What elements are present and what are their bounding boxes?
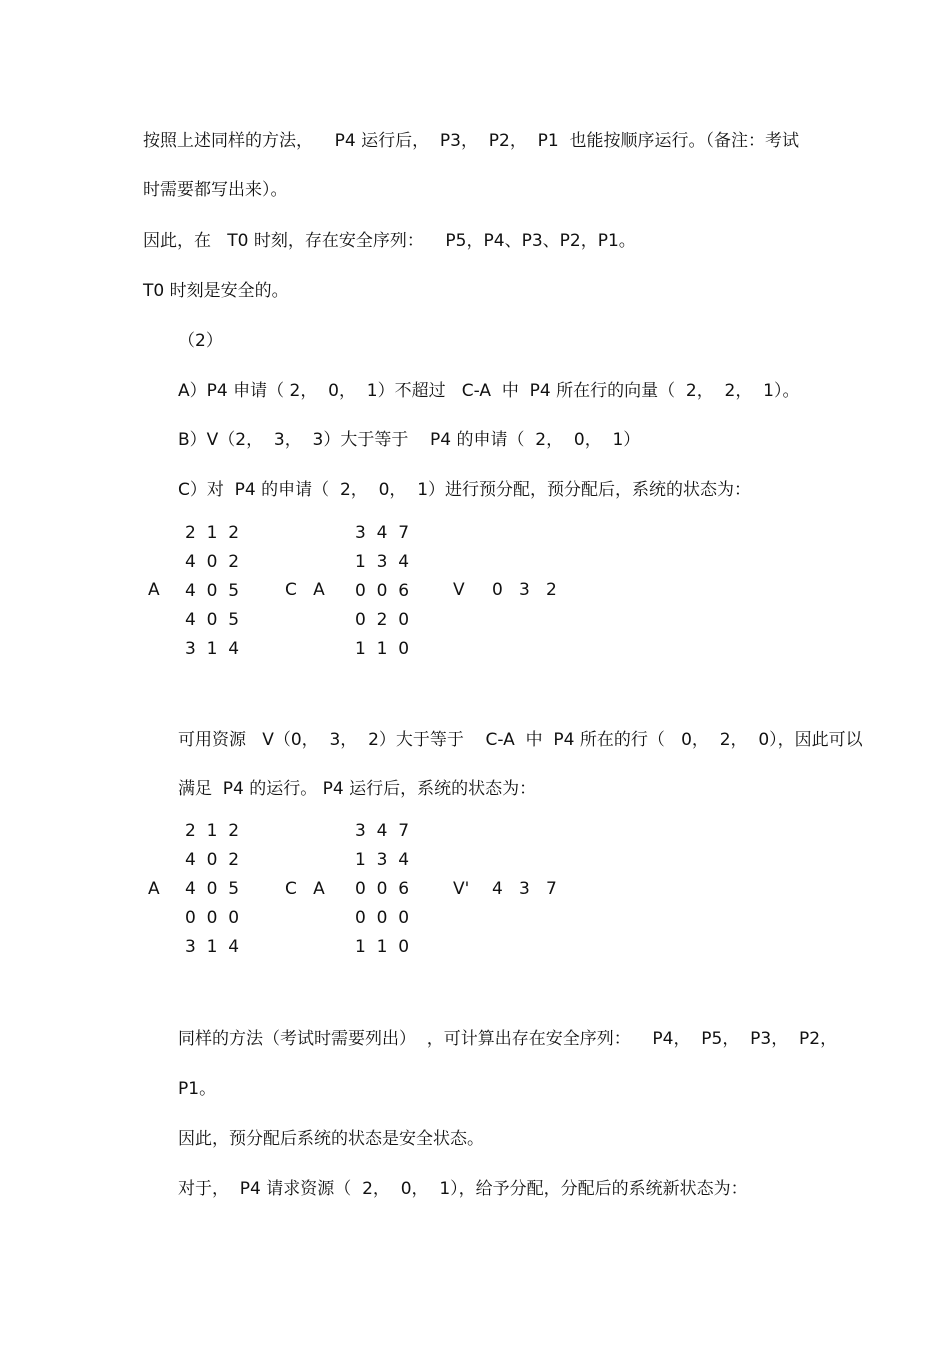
- matrix-row: 4 0 2: [185, 552, 240, 572]
- matrix-row: 0 2 0: [355, 610, 410, 630]
- para-1a: 按照上述同样的方法， P4 运行后， P3， P2， P1 也能按顺序运行。（备注：考试: [143, 131, 800, 151]
- vector-v-value: 4 3 7: [492, 879, 557, 899]
- matrix-row: 0 0 0: [185, 908, 240, 928]
- matrix-row: 3 1 4: [185, 937, 240, 957]
- vector-v-label: V': [453, 879, 470, 899]
- step-a: A）P4 申请（ 2， 0， 1）不超过 C-A 中 P4 所在行的向量（ 2， 2， 1）。: [178, 381, 800, 401]
- matrix-row: 0 0 6: [355, 879, 410, 899]
- step-c: C）对 P4 的申请（ 2， 0， 1）进行预分配，预分配后，系统的状态为：: [178, 480, 752, 500]
- matrix-row: 4 0 2: [185, 850, 240, 870]
- para-11: 对于， P4 请求资源（ 2， 0， 1），给予分配，分配后的系统新状态为：: [178, 1179, 748, 1199]
- para-2: 因此，在 T0 时刻，存在安全序列： P5，P4、P3、P2，P1。: [143, 231, 636, 251]
- para-1b: 时需要都写出来）。: [143, 180, 288, 200]
- matrix-row: 0 0 6: [355, 581, 410, 601]
- vector-v-value: 0 3 2: [492, 580, 557, 600]
- section-number: （2）: [178, 331, 223, 351]
- matrix-a-label: A: [148, 580, 160, 600]
- matrix-ca-label: C A: [285, 580, 325, 600]
- matrix-row: 4 0 5: [185, 879, 240, 899]
- matrix-row: 2 1 2: [185, 523, 240, 543]
- para-9a: 同样的方法（考试时需要列出） ，可计算出存在安全序列： P4， P5， P3， P2，: [178, 1029, 838, 1049]
- matrix-row: 3 4 7: [355, 523, 410, 543]
- para-8a: 可用资源 V（0， 3， 2）大于等于 C-A 中 P4 所在的行（ 0， 2， 0），因此可以: [178, 730, 863, 750]
- para-9b: P1。: [178, 1079, 217, 1099]
- vector-v-label: V: [453, 580, 465, 600]
- matrix-row: 2 1 2: [185, 821, 240, 841]
- matrix-row: 4 0 5: [185, 581, 240, 601]
- matrix-row: 1 1 0: [355, 639, 410, 659]
- matrix-ca-label: C A: [285, 879, 325, 899]
- para-3: T0 时刻是安全的。: [143, 281, 289, 301]
- matrix-row: 1 1 0: [355, 937, 410, 957]
- matrix-a-label: A: [148, 879, 160, 899]
- matrix-row: 1 3 4: [355, 850, 410, 870]
- matrix-row: 1 3 4: [355, 552, 410, 572]
- step-b: B）V（2， 3， 3）大于等于 P4 的申请（ 2， 0， 1）: [178, 430, 641, 450]
- para-8b: 满足 P4 的运行。 P4 运行后，系统的状态为：: [178, 779, 537, 799]
- matrix-row: 3 4 7: [355, 821, 410, 841]
- para-10: 因此，预分配后系统的状态是安全状态。: [178, 1129, 484, 1149]
- matrix-row: 4 0 5: [185, 610, 240, 630]
- matrix-row: 3 1 4: [185, 639, 240, 659]
- matrix-row: 0 0 0: [355, 908, 410, 928]
